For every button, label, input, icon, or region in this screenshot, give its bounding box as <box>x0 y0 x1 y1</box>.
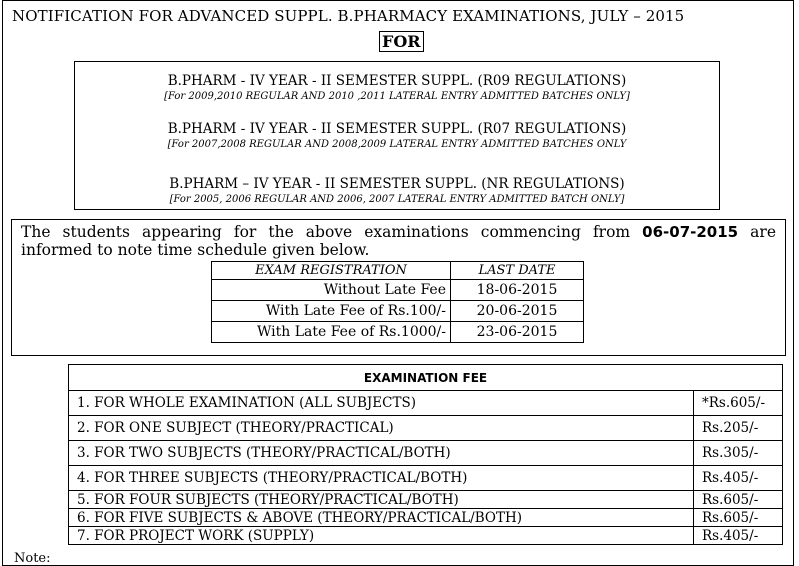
registration-header-row <box>212 262 584 280</box>
regulation-subtitle-r09: [For 2009,2010 REGULAR AND 2010 ,2011 LATERAL ENTRY ADMITTED BATCHES ONLY] <box>164 91 630 102</box>
for-label: FOR <box>379 31 424 52</box>
table-row <box>69 441 783 466</box>
registration-date: 23-06-2015 <box>451 322 584 343</box>
fee-amount: Rs.405/- <box>694 527 783 545</box>
fee-amount: Rs.605/- <box>694 509 783 527</box>
notification-title: NOTIFICATION FOR ADVANCED SUPPL. B.PHARMACY EXAMINATIONS, JULY – 2015 <box>12 7 685 25</box>
table-row <box>69 391 783 416</box>
fee-label: 6. FOR FIVE SUBJECTS & ABOVE (THEORY/PRACTICAL/BOTH) <box>69 509 694 527</box>
registration-date: 18-06-2015 <box>451 280 584 301</box>
notice-line-1-start: The students appearing for the above examinations commencing from <box>21 223 643 241</box>
fee-label: 1. FOR WHOLE EXAMINATION (ALL SUBJECTS) <box>69 391 694 416</box>
fee-label: 4. FOR THREE SUBJECTS (THEORY/PRACTICAL/BOTH) <box>69 466 694 491</box>
table-row <box>212 280 584 301</box>
regulation-subtitle-r07: [For 2007,2008 REGULAR AND 2008,2009 LATERAL ENTRY ADMITTED BATCHES ONLY <box>167 139 627 150</box>
registration-table <box>211 261 584 343</box>
registration-date: 20-06-2015 <box>451 301 584 322</box>
table-row <box>212 322 584 343</box>
table-row <box>69 509 783 527</box>
last-date-header: LAST DATE <box>451 262 584 280</box>
regulation-title-r09: B.PHARM - IV YEAR - II SEMESTER SUPPL. (R09 REGULATIONS) <box>167 73 627 89</box>
fee-amount: Rs.305/- <box>694 441 783 466</box>
regulations-box <box>74 61 720 210</box>
fee-label: 5. FOR FOUR SUBJECTS (THEORY/PRACTICAL/BOTH) <box>69 491 694 509</box>
registration-label: With Late Fee of Rs.1000/- <box>212 322 451 343</box>
table-row <box>69 527 783 545</box>
regulation-title-nr: B.PHARM – IV YEAR - II SEMESTER SUPPL. (NR REGULATIONS) <box>169 176 625 192</box>
fee-label: 2. FOR ONE SUBJECT (THEORY/PRACTICAL) <box>69 416 694 441</box>
notice-text <box>21 223 776 259</box>
table-row <box>69 491 783 509</box>
note-label: Note: <box>14 551 51 566</box>
examination-fee-table <box>68 364 783 545</box>
commencement-date: 06-07-2015 <box>642 223 739 241</box>
fee-label: 7. FOR PROJECT WORK (SUPPLY) <box>69 527 694 545</box>
registration-label: Without Late Fee <box>212 280 451 301</box>
regulation-title-r07: B.PHARM - IV YEAR - II SEMESTER SUPPL. (R07 REGULATIONS) <box>167 121 627 137</box>
notice-line-1-end: are <box>738 223 776 241</box>
registration-header: EXAM REGISTRATION <box>212 262 451 280</box>
notice-box <box>11 219 786 356</box>
fee-amount: Rs.405/- <box>694 466 783 491</box>
fee-label: 3. FOR TWO SUBJECTS (THEORY/PRACTICAL/BOTH) <box>69 441 694 466</box>
notice-line-1 <box>21 223 776 241</box>
table-row <box>69 416 783 441</box>
fee-amount: Rs.605/- <box>694 491 783 509</box>
fee-heading: EXAMINATION FEE <box>69 365 783 391</box>
regulation-subtitle-nr: [For 2005, 2006 REGULAR AND 2006, 2007 LATERAL ENTRY ADMITTED BATCH ONLY] <box>169 194 625 205</box>
registration-label: With Late Fee of Rs.100/- <box>212 301 451 322</box>
table-row <box>212 301 584 322</box>
fee-amount: Rs.205/- <box>694 416 783 441</box>
fee-amount: *Rs.605/- <box>694 391 783 416</box>
fee-header-row <box>69 365 783 391</box>
notice-line-2: informed to note time schedule given below. <box>21 241 370 259</box>
table-row <box>69 466 783 491</box>
